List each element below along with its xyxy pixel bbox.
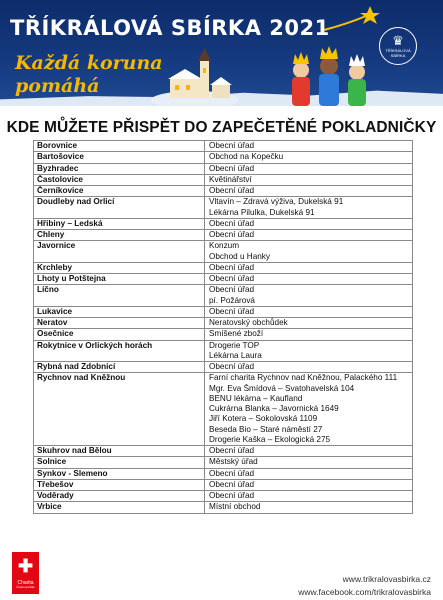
town-cell (34, 230, 205, 241)
town-cell (34, 502, 205, 513)
table-row (34, 468, 413, 479)
town-name: Borovnice (37, 141, 78, 150)
table-row (34, 197, 413, 219)
website-link[interactable]: www.trikralovasbirka.cz (342, 574, 431, 584)
town-name: Líčno (37, 285, 59, 295)
collection-point-cell (205, 230, 413, 241)
collection-point: Drogerie TOP (209, 340, 260, 350)
collection-point: Květinářství (209, 174, 252, 184)
collection-point-cell (205, 446, 413, 457)
collection-point: Vltavín – Zdravá výživa, Dukelská 91 (209, 197, 344, 207)
collection-points-rows (34, 141, 413, 514)
collection-point: Lékárna Laura (209, 350, 262, 360)
table-row (34, 373, 413, 446)
collection-point: Neratovský obchůdek (209, 318, 288, 327)
town-cell (34, 329, 205, 340)
town-name: Byzhradec (37, 163, 79, 173)
collection-point: Místní obchod (209, 502, 261, 512)
collection-point-cell (205, 362, 413, 373)
town-name: Krchleby (37, 262, 73, 272)
collection-point: Obecní úřad (209, 491, 255, 500)
collection-point: Obecní úřad (209, 362, 255, 371)
town-name: Bartošovice (37, 152, 84, 162)
charita-logo (12, 552, 39, 594)
collection-point-cell (205, 163, 413, 174)
town-name: Rybná nad Zdobnicí (37, 362, 116, 371)
town-cell (34, 340, 205, 362)
town-name: Voděrady (37, 491, 74, 500)
collection-point-cell (205, 329, 413, 340)
table-row (34, 218, 413, 229)
town-cell (34, 174, 205, 185)
collection-point: Obecní úřad (209, 186, 255, 195)
collection-point: Obecní úřad (209, 306, 255, 316)
table-row (34, 457, 413, 468)
collection-point: Obecní úřad (209, 468, 255, 478)
collection-point: BENU lékárna – Kaufland (209, 393, 303, 403)
table-row (34, 502, 413, 513)
collection-point: Smíšené zboží (209, 329, 264, 339)
town-cell (34, 241, 205, 263)
collection-point: Obchod u Hanky (209, 251, 270, 261)
table-row (34, 274, 413, 285)
town-cell (34, 468, 205, 479)
town-cell (34, 262, 205, 273)
collection-point: Obecní úřad (209, 262, 255, 272)
table-row (34, 163, 413, 174)
town-name: Černíkovice (37, 186, 84, 195)
town-name: Hřibiny – Ledská (37, 218, 103, 228)
town-cell (34, 479, 205, 490)
charita-logo-subtext: Česká republika (16, 586, 35, 589)
town-name: Doudleby nad Orlicí (37, 197, 115, 207)
town-name: Rokytnice v Orlických horách (37, 340, 153, 350)
collection-point-cell (205, 186, 413, 197)
collection-point-cell (205, 468, 413, 479)
town-cell (34, 457, 205, 468)
town-cell (34, 373, 205, 446)
town-name: Třebešov (37, 479, 74, 489)
collection-point: Obecní úřad (209, 218, 255, 228)
collection-point: pí. Požárová (209, 295, 255, 305)
logo-text: TŘÍKRÁLOVÁ SBÍRKA (385, 48, 411, 58)
slogan-line-2: pomáhá (15, 75, 100, 97)
table-row (34, 306, 413, 317)
campaign-logo (379, 27, 417, 65)
table-row (34, 174, 413, 185)
collection-point: Obecní úřad (209, 446, 255, 455)
town-cell (34, 306, 205, 317)
footer-links (298, 573, 431, 599)
table-row (34, 340, 413, 362)
collection-point-cell (205, 174, 413, 185)
table-row (34, 329, 413, 340)
table-row (34, 318, 413, 329)
town-name: Osečnice (37, 329, 74, 339)
town-cell (34, 362, 205, 373)
town-name: Javornice (37, 241, 76, 251)
collection-point-cell (205, 152, 413, 163)
collection-point: Lékárna Pilulka, Dukelská 91 (209, 207, 315, 217)
campaign-title: TŘÍKRÁLOVÁ SBÍRKA 2021 (10, 16, 330, 40)
collection-point: Obecní úřad (209, 285, 255, 295)
collection-point: Obecní úřad (209, 230, 255, 239)
table-row (34, 285, 413, 307)
table-row (34, 262, 413, 273)
collection-point-cell (205, 274, 413, 285)
collection-point-cell (205, 241, 413, 263)
crown-icon: ♛ (392, 33, 404, 48)
town-name: Rychnov nad Kněžnou (37, 373, 126, 383)
collection-point-cell (205, 262, 413, 273)
collection-point-cell (205, 197, 413, 219)
collection-points-table (33, 140, 413, 514)
town-cell (34, 274, 205, 285)
facebook-link[interactable]: www.facebook.com/trikralovasbirka (298, 587, 431, 597)
town-name: Skuhrov nad Bělou (37, 446, 112, 455)
town-cell (34, 141, 205, 152)
town-cell (34, 152, 205, 163)
charita-logo-text: Charita (17, 580, 34, 586)
town-cell (34, 197, 205, 219)
town-name: Chleny (37, 230, 65, 239)
table-row (34, 230, 413, 241)
village-church-illustration (150, 48, 240, 106)
header-banner (0, 0, 443, 106)
town-cell (34, 318, 205, 329)
town-cell (34, 218, 205, 229)
town-name: Synkov - Slemeno (37, 468, 108, 478)
table-row (34, 186, 413, 197)
table-row (34, 446, 413, 457)
collection-point: Beseda Bio – Staré náměstí 27 (209, 424, 323, 434)
collection-point-cell (205, 491, 413, 502)
collection-point: Obecní úřad (209, 141, 255, 150)
collection-point-cell (205, 340, 413, 362)
collection-point: Obecní úřad (209, 274, 255, 283)
table-row (34, 241, 413, 263)
collection-point-cell (205, 306, 413, 317)
town-name: Vrbice (37, 502, 62, 512)
collection-point: Mgr. Eva Šmídová – Svatohavelská 104 (209, 383, 355, 393)
collection-point-cell (205, 285, 413, 307)
collection-point-cell (205, 457, 413, 468)
collection-point-cell (205, 218, 413, 229)
town-name: Lukavice (37, 306, 73, 316)
town-cell (34, 186, 205, 197)
table-row (34, 362, 413, 373)
town-name: Neratov (37, 318, 68, 327)
collection-point: Jiří Kotera – Sokolovská 1109 (209, 414, 318, 424)
town-cell (34, 285, 205, 307)
star-comet-icon (322, 4, 382, 34)
town-cell (34, 446, 205, 457)
collection-point-cell (205, 479, 413, 490)
town-name: Solnice (37, 457, 67, 467)
town-name: Lhoty u Potštejna (37, 274, 106, 283)
collection-point-cell (205, 373, 413, 446)
collection-point: Konzum (209, 241, 240, 251)
town-cell (34, 163, 205, 174)
town-name: Častolovice (37, 174, 83, 184)
collection-point-cell (205, 318, 413, 329)
collection-point-cell (205, 502, 413, 513)
collection-point: Farní charita Rychnov nad Kněžnou, Palackého 111 (209, 373, 398, 383)
charita-cross-icon: ✚ (17, 556, 34, 576)
town-cell (34, 491, 205, 502)
collection-point: Cukrárna Blanka – Javornická 1649 (209, 404, 339, 413)
collection-point: Městský úřad (209, 457, 258, 467)
table-row (34, 491, 413, 502)
table-row (34, 152, 413, 163)
collection-point: Obecní úřad (209, 163, 255, 173)
three-kings-illustration (285, 40, 375, 106)
collection-point-cell (205, 141, 413, 152)
collection-point: Obecní úřad (209, 479, 255, 489)
table-row (34, 479, 413, 490)
table-row (34, 141, 413, 152)
slogan-line-1: Každá koruna (15, 52, 163, 74)
collection-point: Obchod na Kopečku (209, 152, 284, 162)
page-heading: KDE MŮŽETE PŘISPĚT DO ZAPEČETĚNÉ POKLADNIČKY (6, 119, 437, 136)
collection-point: Drogerie Kaška – Ekologická 275 (209, 434, 331, 444)
